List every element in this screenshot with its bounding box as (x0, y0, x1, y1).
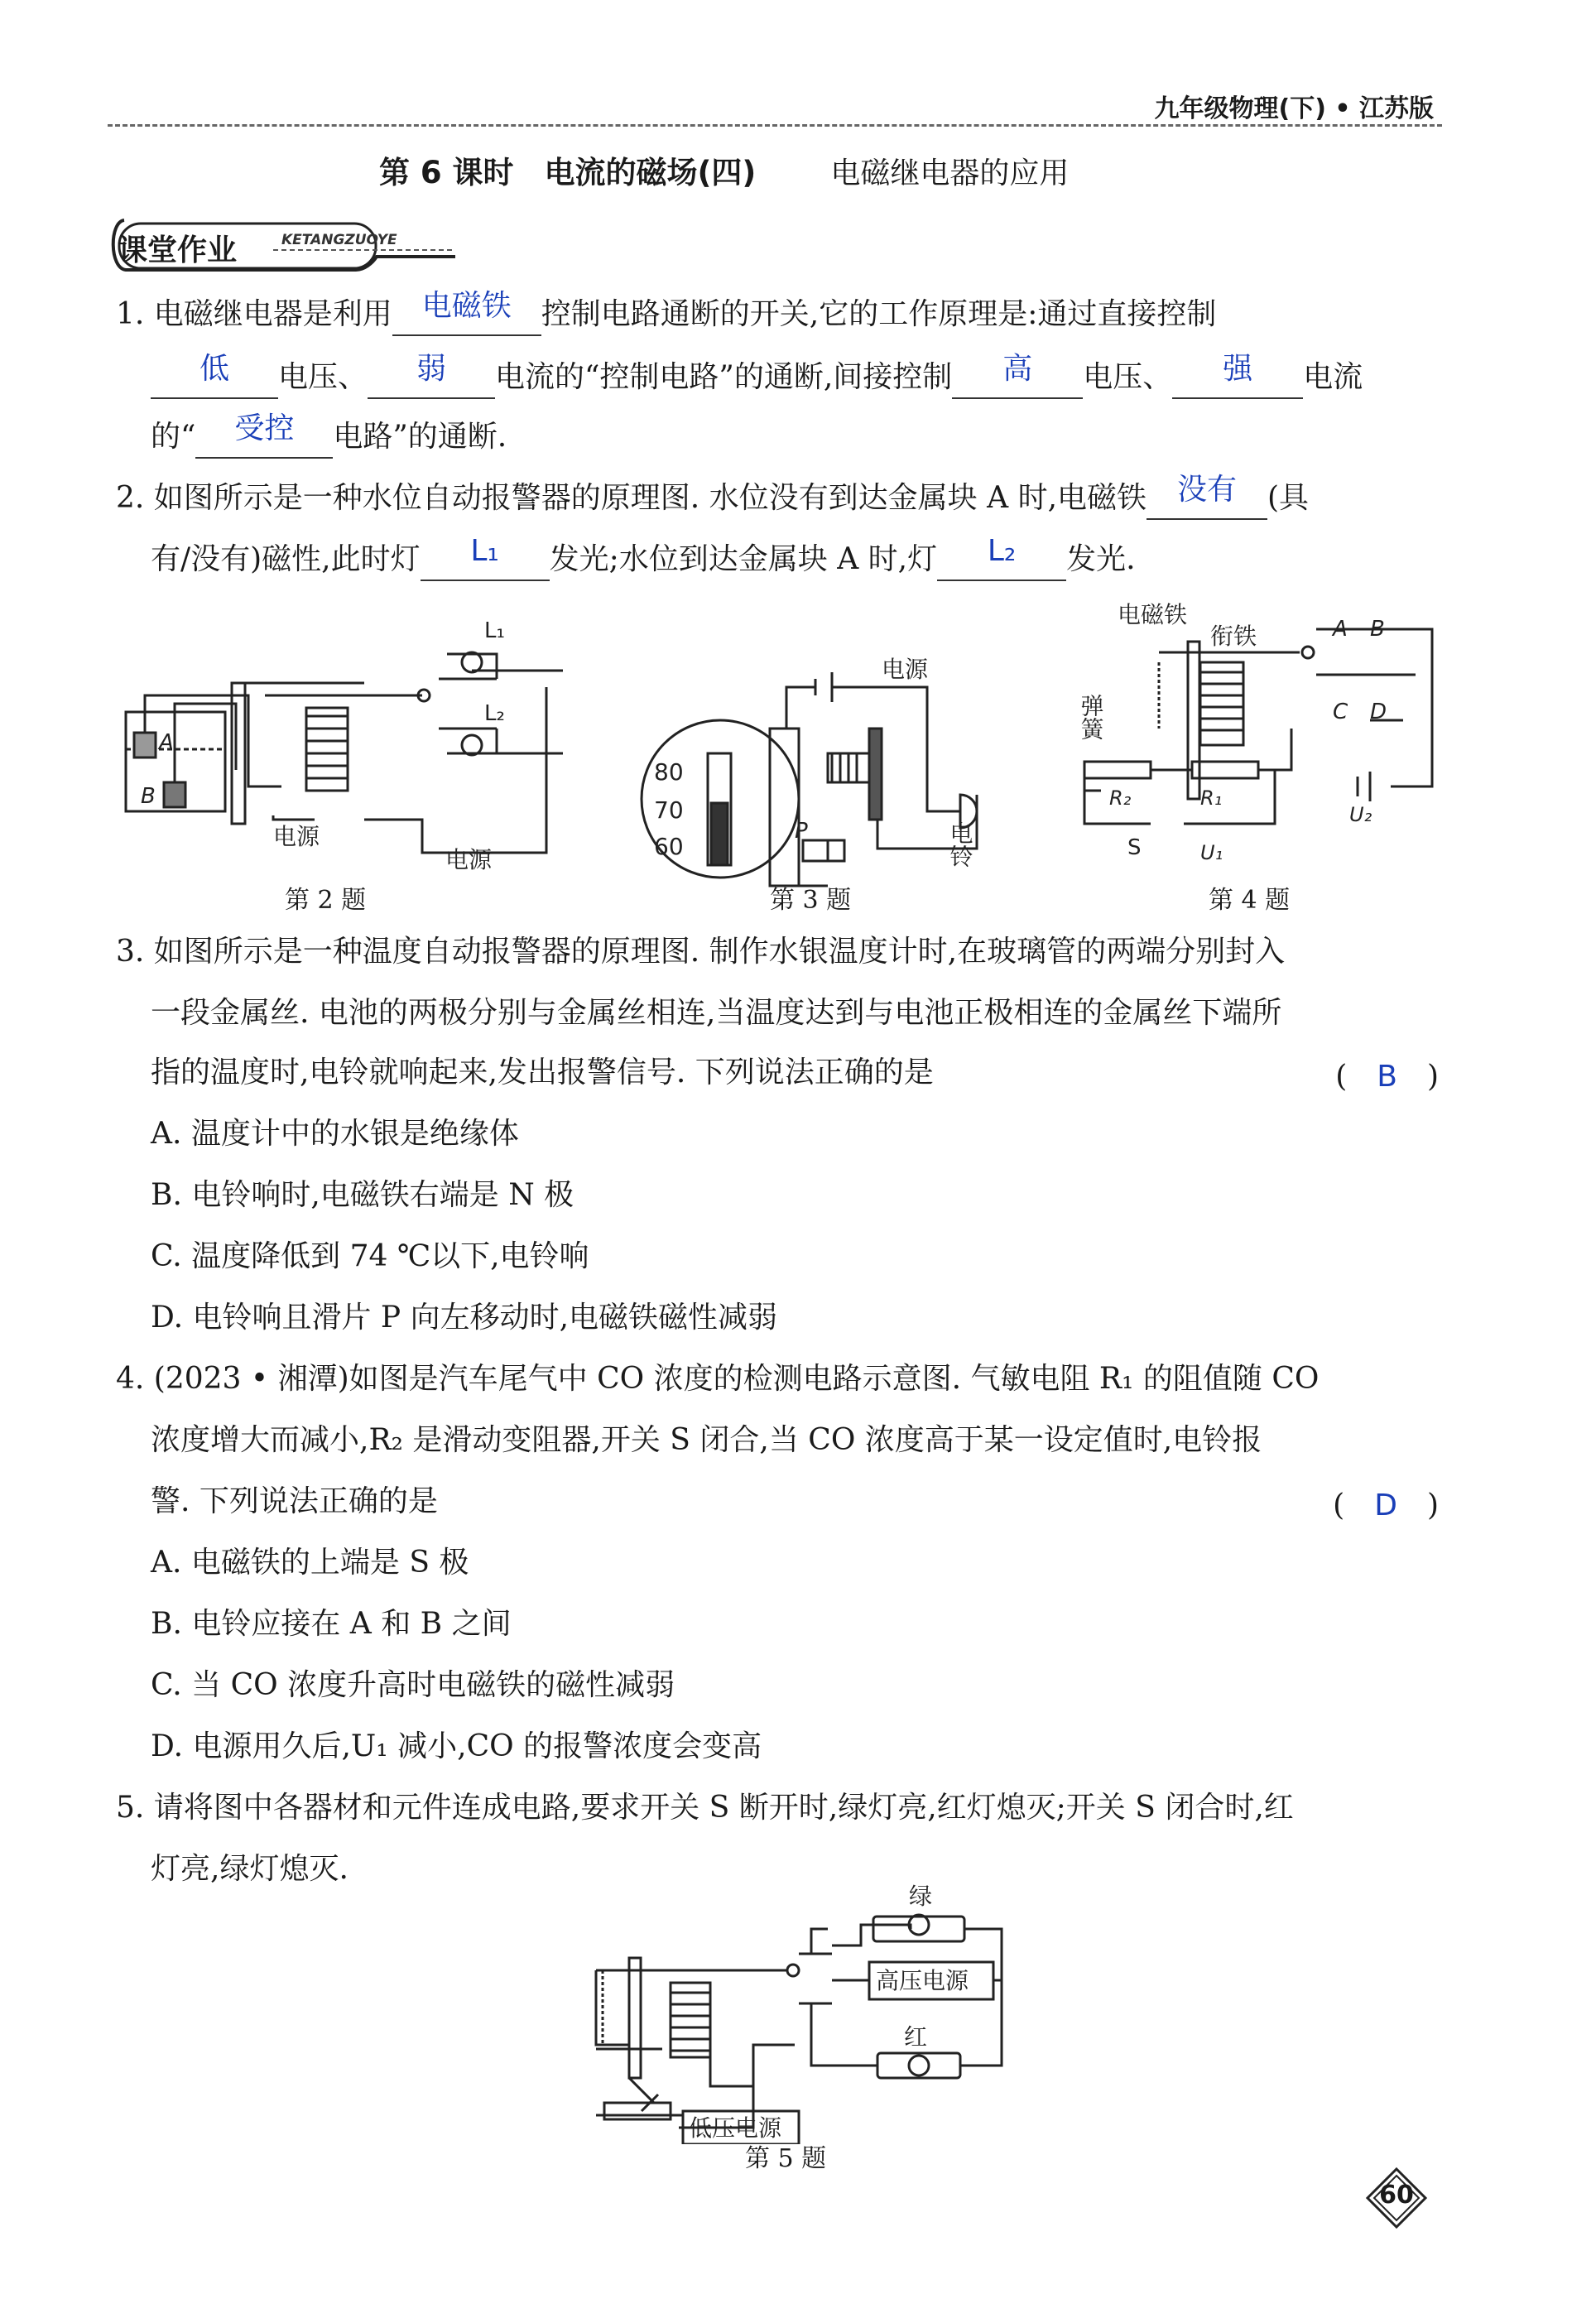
q2-blank-1: 没有 (1147, 479, 1267, 520)
fig2-label-source-2: 电源 (445, 846, 493, 873)
fig2-label-source-1: 电源 (273, 823, 320, 850)
fig3-label-source: 电源 (882, 656, 929, 683)
figure-5-caption: 第 5 题 (745, 2144, 827, 2173)
q3-option-c: C. 温度降低到 74 ℃以下,电铃响 (151, 1239, 589, 1273)
q3-option-a: A. 温度计中的水银是绝缘体 (151, 1117, 519, 1151)
q1-blank-1: 电磁铁 (392, 295, 541, 336)
q3-option-d: D. 电铃响且滑片 P 向左移动时,电磁铁磁性减弱 (151, 1301, 778, 1335)
q1-line-1: 1. 电磁继电器是利用 电磁铁 控制电路通断的开关,它的工作原理是:通过直接控制 (116, 295, 1216, 336)
lesson-subtitle: 电磁继电器的应用 (830, 156, 1070, 190)
q1-blank-4: 高 (952, 358, 1083, 399)
q2-line-1: 2. 如图所示是一种水位自动报警器的原理图. 水位没有到达金属块 A 时,电磁铁 没有 (具 (116, 479, 1309, 520)
figure-4-caption: 第 4 题 (1209, 886, 1291, 915)
fig3-label-P: P (795, 819, 808, 844)
q1-line-3: 的“ 受控 电路”的通断. (151, 417, 507, 459)
q4-line-3: 警. 下列说法正确的是 (151, 1484, 438, 1518)
q1-blank-6: 受控 (195, 417, 333, 459)
figure-2-water-alarm (116, 604, 563, 886)
q3-option-b: B. 电铃响时,电磁铁右端是 N 极 (151, 1178, 574, 1212)
fig4-label-spring-1: 弹簧 (1077, 694, 1105, 740)
fig4-label-magnet: 电磁铁 (1118, 601, 1188, 628)
section-badge-label: 课堂作业 (118, 233, 238, 267)
q4-option-b: B. 电铃应接在 A 和 B 之间 (151, 1607, 512, 1641)
fig2-label-L2: L₂ (484, 701, 505, 726)
fig5-label-low-source: 低压电源 (689, 2114, 782, 2142)
header-divider (108, 124, 1442, 127)
fig5-label-green: 绿 (909, 1883, 933, 1910)
q5-line-1: 5. 请将图中各器材和元件连成电路,要求开关 S 断开时,绿灯亮,红灯熄灭;开关 S 闭合时,红 (116, 1791, 1294, 1825)
fig3-tick-60: 60 (654, 833, 684, 860)
fig3-label-bell: 电铃 (946, 821, 974, 868)
q2-blank-3: L₂ (937, 540, 1066, 581)
fig3-tick-70: 70 (654, 796, 684, 824)
fig4-label-A: A (1333, 617, 1348, 642)
lesson-title (379, 147, 1069, 192)
q3-answer-paren: ( B ) (1335, 1060, 1439, 1094)
q4-line-2: 浓度增大而减小,R₂ 是滑动变阻器,开关 S 闭合,当 CO 浓度高于某一设定值时,电铃报 (151, 1423, 1262, 1457)
q4-answer: D (1374, 1489, 1397, 1522)
lesson-title-main: 第 6 课时 电流的磁场(四) (379, 155, 757, 190)
fig5-label-high-source: 高压电源 (876, 1967, 969, 1994)
fig4-label-U1: U₁ (1200, 841, 1223, 864)
q3-answer: B (1377, 1060, 1397, 1094)
fig4-label-armature: 衔铁 (1210, 623, 1257, 650)
figure-5-relay-circuit (546, 1879, 1026, 2144)
fig4-label-R1: R₁ (1200, 786, 1223, 810)
q2-line-2: 有/没有)磁性,此时灯 L₁ 发光;水位到达金属块 A 时,灯 L₂ 发光. (151, 540, 1136, 581)
figure-2-caption: 第 2 题 (285, 886, 367, 915)
q4-option-d: D. 电源用久后,U₁ 减小,CO 的报警浓度会变高 (151, 1729, 762, 1763)
q4-option-a: A. 电磁铁的上端是 S 极 (151, 1546, 469, 1580)
fig2-label-B: B (141, 784, 156, 809)
page-number: 60 (1379, 2181, 1414, 2210)
fig4-label-U2: U₂ (1349, 803, 1372, 826)
q3-line-2: 一段金属丝. 电池的两极分别与金属丝相连,当温度达到与电池正极相连的金属丝下端所 (151, 996, 1282, 1030)
q3-line-1: 3. 如图所示是一种温度自动报警器的原理图. 制作水银温度计时,在玻璃管的两端分别封入 (116, 935, 1286, 969)
q4-line-1: 4. (2023 • 湘潭)如图是汽车尾气中 CO 浓度的检测电路示意图. 气敏电阻 R₁ 的阻值随 CO (116, 1362, 1320, 1396)
fig3-tick-80: 80 (654, 758, 684, 786)
q1-blank-3: 弱 (368, 358, 495, 399)
fig4-label-S: S (1127, 835, 1142, 860)
fig2-label-L1: L₁ (484, 618, 505, 643)
fig2-label-A: A (159, 730, 174, 755)
book-header: 九年级物理(下) • 江苏版 (1154, 94, 1434, 123)
q1-line-2: 低 电压、 弱 电流的“控制电路”的通断,间接控制 高 电压、 强 电流 (151, 358, 1363, 399)
q1-blank-5: 强 (1172, 358, 1303, 399)
fig4-label-D: D (1370, 700, 1387, 724)
fig4-label-C: C (1333, 700, 1348, 724)
q1-blank-2: 低 (151, 358, 278, 399)
q5-line-2: 灯亮,绿灯熄灭. (151, 1852, 349, 1886)
q4-answer-paren: ( D ) (1333, 1489, 1439, 1522)
q2-blank-2: L₁ (421, 540, 550, 581)
figure-4-co-detector (1076, 596, 1457, 878)
section-badge-pinyin: KETANGZUOYE (281, 232, 397, 248)
figure-3-temp-alarm (629, 646, 1010, 894)
q3-line-3: 指的温度时,电铃就响起来,发出报警信号. 下列说法正确的是 (151, 1056, 934, 1089)
fig4-label-B: B (1370, 617, 1385, 642)
q4-option-c: C. 当 CO 浓度升高时电磁铁的磁性减弱 (151, 1668, 675, 1702)
figure-3-caption: 第 3 题 (770, 886, 852, 915)
fig5-label-red: 红 (904, 2023, 928, 2051)
fig4-label-R2: R₂ (1109, 786, 1132, 810)
